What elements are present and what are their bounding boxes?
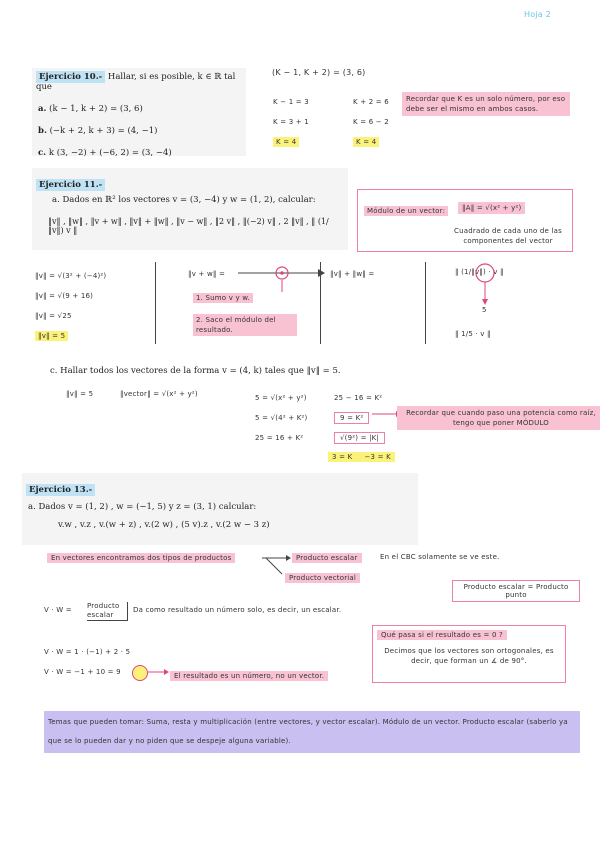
ex11-c-line1a: ‖v‖ = 5	[66, 390, 94, 398]
ex10-left-col: K − 1 = 3 K = 3 + 1 K = 4	[273, 98, 309, 146]
ex13-types-a: En vectores encontramos dos tipos de productos	[47, 553, 235, 563]
divider-2	[320, 262, 321, 344]
vw-def-text: Da como resultado un número solo, es decir, un escalar.	[133, 606, 342, 614]
result-arrow-icon	[148, 666, 170, 678]
ex10-right-col: K + 2 = 6 K = 6 − 2 K = 4	[353, 98, 389, 146]
ex11-a-list: ‖v‖ , ‖w‖ , ‖v + w‖ , ‖v‖ + ‖w‖ , ‖v − w‖ , ‖2 v‖ , ‖(−2) v‖ , 2 ‖v‖ , ‖ (1/‖v‖) v ‖	[48, 217, 329, 235]
ex11-c-right: 25 − 16 = K² 9 = K² √(9²) = |K|	[334, 388, 385, 448]
ex11-col2-step1: 1. Sumo v y w.	[193, 293, 253, 303]
ex10-work-line: (K − 1, K + 2) = (3, 6)	[272, 68, 366, 77]
zero-answer: Decimos que los vectores son ortogonales, es decir, que forman un ∡ de 90°.	[384, 647, 554, 665]
ex11-c-line1b: ‖vector‖ = √(x² + y²)	[120, 390, 198, 398]
ex10-panel	[32, 68, 246, 156]
page-label: Hoja 2	[524, 10, 551, 19]
norm-circle-arrow	[474, 262, 496, 312]
ex13-a-text: a. Dados v = (1, 2) , w = (−1, 5) y z = (3, 1) calcular:	[28, 502, 257, 512]
result-highlight	[132, 665, 148, 681]
modulo-note: Cuadrado de cada uno de las componentes del vector	[454, 227, 562, 245]
ex11-col2-step2: 2. Saco el módulo del resultado.	[193, 314, 297, 336]
ex11-col4-title: ‖ (1/‖v‖) · v ‖	[455, 268, 504, 276]
ex13-types-b: Producto escalar	[292, 553, 362, 563]
ex11-col4-mid: 5	[482, 306, 487, 314]
modulo-formula: ‖A‖ = √(x² + y²)	[458, 202, 525, 214]
ex11-col2-title: ‖v + w‖ =	[188, 270, 226, 278]
ex10-title: Ejercicio 10.-	[36, 71, 105, 83]
calc-line-2: V · W = −1 + 10 = 9	[44, 668, 121, 676]
ex10-note: Recordar que K es un solo número, por eso debe ser el mismo en ambos casos.	[402, 92, 570, 116]
ex10-item-b: b. (−k + 2, k + 3) = (4, −1)	[38, 126, 158, 136]
modulo-label: Módulo de un vector:	[364, 206, 448, 216]
producto-box: Producto escalar = Producto punto	[452, 580, 580, 602]
ex11-c-text: c. Hallar todos los vectores de la forma v = (4, k) tales que ‖v‖ = 5.	[50, 366, 341, 376]
ex11-c-mid: 5 = √(x² + y²) 5 = √(4² + K²) 25 = 16 + K²	[255, 394, 308, 442]
ex11-col4-bottom: ‖ 1/5 · v ‖	[455, 330, 491, 338]
ex13-types-d: Producto vectorial	[285, 573, 360, 583]
ex13-title: Ejercicio 13.-	[26, 484, 95, 496]
ex13-types-c: En el CBC solamente se ve este.	[380, 553, 500, 561]
ex11-c-result: 3 = K −3 = K	[328, 452, 395, 462]
zero-question: Qué pasa si el resultado es = 0 ?	[377, 630, 507, 640]
ex10-item-a: a. (k − 1, k + 2) = (3, 6)	[38, 104, 143, 114]
down-arrow-icon	[277, 280, 287, 294]
ex13-a-list: v.w , v.z , v.(w + z) , v.(2 w) , (5 v).z , v.(2 w − 3 z)	[58, 520, 270, 530]
ex11-col1: ‖v‖ = √(3² + (−4)²) ‖v‖ = √(9 + 16) ‖v‖ = √25 ‖v‖ = 5	[35, 272, 107, 340]
calc-line-1: V · W = 1 · (−1) + 2 · 5	[44, 648, 131, 656]
ex10-intro: Hallar, si es posible, k ∈ ℝ tal que	[36, 72, 236, 92]
modulo-box	[357, 189, 573, 252]
ex11-a-text: a. Dados en ℝ² los vectores v = (3, −4) y w = (1, 2), calcular:	[52, 195, 316, 205]
vw-def-left: V · W =	[44, 606, 72, 614]
ex11-c-note: Recordar que cuando paso una potencia como raíz, tengo que poner MÓDULO	[397, 406, 600, 430]
ex10-item-c: c. k (3, −2) + (−6, 2) = (3, −4)	[38, 148, 172, 158]
divider-1	[155, 262, 156, 344]
ex11-col3-title: ‖v‖ + ‖w‖ =	[330, 270, 375, 278]
summary-note: Temas que pueden tomar: Suma, resta y multiplicación (entre vectores, y vector escalar). Módulo de un vector. Producto escalar (saberlo ya que se lo pueden dar y no piden que se despeje alguna variable).	[44, 711, 580, 753]
ex11-title: Ejercicio 11.-	[36, 179, 105, 191]
vw-def-box: Producto escalar	[87, 602, 128, 621]
ex11-panel	[32, 168, 348, 250]
calc-note: El resultado es un número, no un vector.	[170, 671, 328, 681]
ex13-panel	[22, 473, 418, 545]
zero-box	[372, 625, 566, 683]
divider-3	[425, 262, 426, 344]
